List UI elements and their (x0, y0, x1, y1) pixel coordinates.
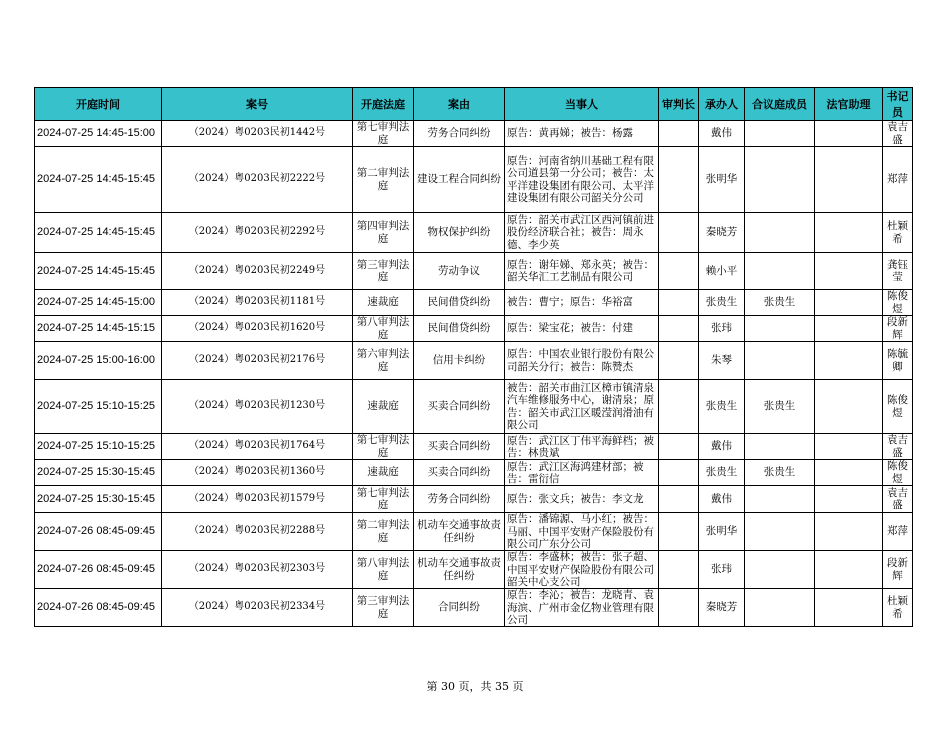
row-presiding-judge (659, 213, 699, 253)
row-courtroom: 第七审判法庭 (353, 121, 414, 147)
row-parties-text: 原告：张文兵；被告：李文龙 (507, 492, 644, 505)
page-footer: 第 30 页，共 35 页 (426, 680, 524, 693)
row-cause: 机动车交通事故责任纠纷 (414, 513, 505, 551)
row-presiding-judge (659, 253, 699, 290)
row-parties-text: 原告：梁宝花；被告：付建 (507, 322, 633, 335)
row-case-number: （2024）粤0203民初2249号 (162, 253, 353, 290)
row-handler: 戴伟 (699, 486, 745, 513)
row-presiding-judge (659, 290, 699, 316)
header-cause: 案由 (414, 88, 505, 121)
row-clerk: 杜颖希 (883, 589, 913, 627)
header-time: 开庭时间 (35, 88, 162, 121)
row-panel-members (745, 589, 815, 627)
row-clerk: 段新辉 (883, 551, 913, 589)
row-parties (505, 380, 659, 434)
row-presiding-judge (659, 589, 699, 627)
row-panel-members: 张贵生 (745, 460, 815, 486)
row-parties-text: 被告：韶关市曲江区樟市镇清泉汽车维修服务中心，谢清泉；原告：韶关市武江区暖滢润滑油有限公司 (507, 381, 654, 431)
row-parties-text: 原告：谢年娣、郑永英；被告：韶关华汇工艺制品有限公司 (507, 258, 654, 283)
row-parties-text: 原告：潘锦源、马小红；被告：马丽、中国平安财产保险股份有限公司广东分公司 (507, 513, 654, 550)
row-handler: 张明华 (699, 513, 745, 551)
row-parties (505, 213, 659, 253)
row-judge-assistant (815, 551, 883, 589)
row-parties-text: 原告：武江区海鸿建材部；被告：雷衍信 (507, 460, 644, 485)
row-judge-assistant (815, 434, 883, 460)
row-parties (505, 589, 659, 627)
row-time: 2024-07-25 15:10-15:25 (35, 434, 162, 460)
row-courtroom: 第三审判法庭 (353, 253, 414, 290)
header-clerk: 书记员 (883, 88, 913, 121)
row-time: 2024-07-26 08:45-09:45 (35, 513, 162, 551)
row-handler: 戴伟 (699, 121, 745, 147)
row-parties (505, 434, 659, 460)
row-presiding-judge (659, 121, 699, 147)
row-courtroom: 速裁庭 (353, 290, 414, 316)
row-cause: 劳务合同纠纷 (414, 486, 505, 513)
row-case-number: （2024）粤0203民初1230号 (162, 380, 353, 434)
header-case-number: 案号 (162, 88, 353, 121)
row-handler: 张贵生 (699, 380, 745, 434)
row-panel-members (745, 486, 815, 513)
row-presiding-judge (659, 434, 699, 460)
header-courtroom: 开庭法庭 (353, 88, 414, 121)
row-courtroom: 第八审判法庭 (353, 551, 414, 589)
row-judge-assistant (815, 380, 883, 434)
table-row (35, 121, 913, 147)
header-presiding-judge: 审判长 (659, 88, 699, 121)
row-panel-members (745, 342, 815, 380)
row-time: 2024-07-26 08:45-09:45 (35, 589, 162, 627)
row-judge-assistant (815, 213, 883, 253)
row-presiding-judge (659, 486, 699, 513)
row-time: 2024-07-25 14:45-15:00 (35, 121, 162, 147)
row-panel-members: 张贵生 (745, 380, 815, 434)
row-handler: 张玮 (699, 551, 745, 589)
row-handler: 赖小平 (699, 253, 745, 290)
row-parties (505, 316, 659, 342)
row-panel-members (745, 121, 815, 147)
row-presiding-judge (659, 380, 699, 434)
row-handler: 秦晓芳 (699, 213, 745, 253)
row-handler: 张贵生 (699, 460, 745, 486)
row-judge-assistant (815, 147, 883, 213)
row-judge-assistant (815, 589, 883, 627)
row-courtroom: 速裁庭 (353, 380, 414, 434)
row-time: 2024-07-25 15:10-15:25 (35, 380, 162, 434)
row-panel-members (745, 213, 815, 253)
row-judge-assistant (815, 253, 883, 290)
row-panel-members (745, 434, 815, 460)
row-case-number: （2024）粤0203民初2292号 (162, 213, 353, 253)
row-courtroom: 第二审判法庭 (353, 147, 414, 213)
row-panel-members: 张贵生 (745, 290, 815, 316)
row-parties-text: 原告：韶关市武江区西河镇前进股份经济联合社；被告：周永德、李少英 (507, 213, 654, 251)
row-parties-text: 原告：中国农业银行股份有限公司韶关分行；被告：陈赞杰 (507, 348, 654, 373)
row-judge-assistant (815, 486, 883, 513)
row-clerk: 陈毓卿 (883, 342, 913, 380)
row-case-number: （2024）粤0203民初2288号 (162, 513, 353, 551)
row-judge-assistant (815, 290, 883, 316)
row-courtroom: 第七审判法庭 (353, 486, 414, 513)
table-row (35, 486, 913, 513)
row-presiding-judge (659, 316, 699, 342)
row-time: 2024-07-25 14:45-15:15 (35, 316, 162, 342)
row-time: 2024-07-25 15:30-15:45 (35, 460, 162, 486)
header-handler: 承办人 (699, 88, 745, 121)
row-panel-members (745, 147, 815, 213)
row-case-number: （2024）粤0203民初1764号 (162, 434, 353, 460)
row-courtroom: 第七审判法庭 (353, 434, 414, 460)
row-courtroom: 速裁庭 (353, 460, 414, 486)
row-cause: 劳动争议 (414, 253, 505, 290)
row-time: 2024-07-25 15:00-16:00 (35, 342, 162, 380)
row-case-number: （2024）粤0203民初2303号 (162, 551, 353, 589)
row-parties-text: 原告：河南省纳川基础工程有限公司道县第一分公司；被告：太平洋建设集团有限公司、太平洋建设集团有限公司韶关分公司 (507, 154, 654, 204)
row-clerk: 袁吉盛 (883, 121, 913, 147)
hearing-schedule-table (34, 87, 913, 627)
row-cause: 信用卡纠纷 (414, 342, 505, 380)
table-row (35, 253, 913, 290)
row-cause: 买卖合同纠纷 (414, 460, 505, 486)
row-parties (505, 460, 659, 486)
row-case-number: （2024）粤0203民初1620号 (162, 316, 353, 342)
row-cause: 民间借贷纠纷 (414, 290, 505, 316)
row-time: 2024-07-26 08:45-09:45 (35, 551, 162, 589)
row-handler: 秦晓芳 (699, 589, 745, 627)
row-case-number: （2024）粤0203民初1442号 (162, 121, 353, 147)
row-clerk: 陈俊煜 (883, 290, 913, 316)
row-cause: 合同纠纷 (414, 589, 505, 627)
row-clerk: 杜颖希 (883, 213, 913, 253)
header-panel-members: 合议庭成员 (745, 88, 815, 121)
row-judge-assistant (815, 316, 883, 342)
row-case-number: （2024）粤0203民初1181号 (162, 290, 353, 316)
row-courtroom: 第六审判法庭 (353, 342, 414, 380)
row-courtroom: 第三审判法庭 (353, 589, 414, 627)
row-clerk: 龚钰莹 (883, 253, 913, 290)
table-row (35, 342, 913, 380)
row-parties (505, 253, 659, 290)
row-judge-assistant (815, 342, 883, 380)
row-handler: 戴伟 (699, 434, 745, 460)
row-clerk: 袁吉盛 (883, 486, 913, 513)
row-case-number: （2024）粤0203民初2334号 (162, 589, 353, 627)
row-cause: 物权保护纠纷 (414, 213, 505, 253)
table-row (35, 434, 913, 460)
row-case-number: （2024）粤0203民初1360号 (162, 460, 353, 486)
row-clerk: 段新辉 (883, 316, 913, 342)
row-clerk: 郑萍 (883, 513, 913, 551)
row-case-number: （2024）粤0203民初2222号 (162, 147, 353, 213)
row-panel-members (745, 513, 815, 551)
row-case-number: （2024）粤0203民初2176号 (162, 342, 353, 380)
row-clerk: 陈俊煜 (883, 460, 913, 486)
row-presiding-judge (659, 551, 699, 589)
row-parties (505, 342, 659, 380)
table-row (35, 316, 913, 342)
row-courtroom: 第二审判法庭 (353, 513, 414, 551)
row-cause: 劳务合同纠纷 (414, 121, 505, 147)
header-judge-assistant: 法官助理 (815, 88, 883, 121)
row-parties-text: 原告：武江区丁伟平海鲜档；被告：林贵斌 (507, 434, 654, 459)
row-presiding-judge (659, 460, 699, 486)
row-time: 2024-07-25 14:45-15:00 (35, 290, 162, 316)
row-clerk: 郑萍 (883, 147, 913, 213)
table-row (35, 380, 913, 434)
row-case-number: （2024）粤0203民初1579号 (162, 486, 353, 513)
row-parties (505, 147, 659, 213)
table-row (35, 551, 913, 589)
row-panel-members (745, 316, 815, 342)
row-handler: 张明华 (699, 147, 745, 213)
row-parties (505, 513, 659, 551)
table-row (35, 589, 913, 627)
row-cause: 建设工程合同纠纷 (414, 147, 505, 213)
row-judge-assistant (815, 460, 883, 486)
row-time: 2024-07-25 14:45-15:45 (35, 213, 162, 253)
table-row (35, 213, 913, 253)
row-judge-assistant (815, 121, 883, 147)
row-handler: 张玮 (699, 316, 745, 342)
table-row (35, 147, 913, 213)
row-clerk: 陈俊煜 (883, 380, 913, 434)
row-presiding-judge (659, 147, 699, 213)
row-panel-members (745, 551, 815, 589)
row-cause: 民间借贷纠纷 (414, 316, 505, 342)
row-parties-text: 原告：李盛林；被告：张子超、中国平安财产保险股份有限公司韶关中心支公司 (507, 551, 654, 588)
table-row (35, 460, 913, 486)
row-cause: 买卖合同纠纷 (414, 434, 505, 460)
row-parties (505, 121, 659, 147)
row-cause: 买卖合同纠纷 (414, 380, 505, 434)
row-judge-assistant (815, 513, 883, 551)
row-courtroom: 第八审判法庭 (353, 316, 414, 342)
row-parties (505, 551, 659, 589)
row-presiding-judge (659, 342, 699, 380)
row-cause: 机动车交通事故责任纠纷 (414, 551, 505, 589)
row-clerk: 袁吉盛 (883, 434, 913, 460)
row-parties-text: 被告：曹宁；原告：华裕富 (507, 296, 633, 309)
row-handler: 张贵生 (699, 290, 745, 316)
row-time: 2024-07-25 14:45-15:45 (35, 147, 162, 213)
row-presiding-judge (659, 513, 699, 551)
header-row (35, 88, 913, 121)
row-parties-text: 原告：李沁；被告：龙晓青、袁海滨、广州市金亿物业管理有限公司 (507, 589, 654, 626)
table-row (35, 290, 913, 316)
row-parties (505, 290, 659, 316)
row-time: 2024-07-25 14:45-15:45 (35, 253, 162, 290)
row-time: 2024-07-25 15:30-15:45 (35, 486, 162, 513)
table-row (35, 513, 913, 551)
header-parties: 当事人 (505, 88, 659, 121)
row-courtroom: 第四审判法庭 (353, 213, 414, 253)
row-panel-members (745, 253, 815, 290)
row-parties (505, 486, 659, 513)
row-handler: 朱琴 (699, 342, 745, 380)
row-parties-text: 原告：黄再娣；被告：杨露 (507, 127, 633, 140)
